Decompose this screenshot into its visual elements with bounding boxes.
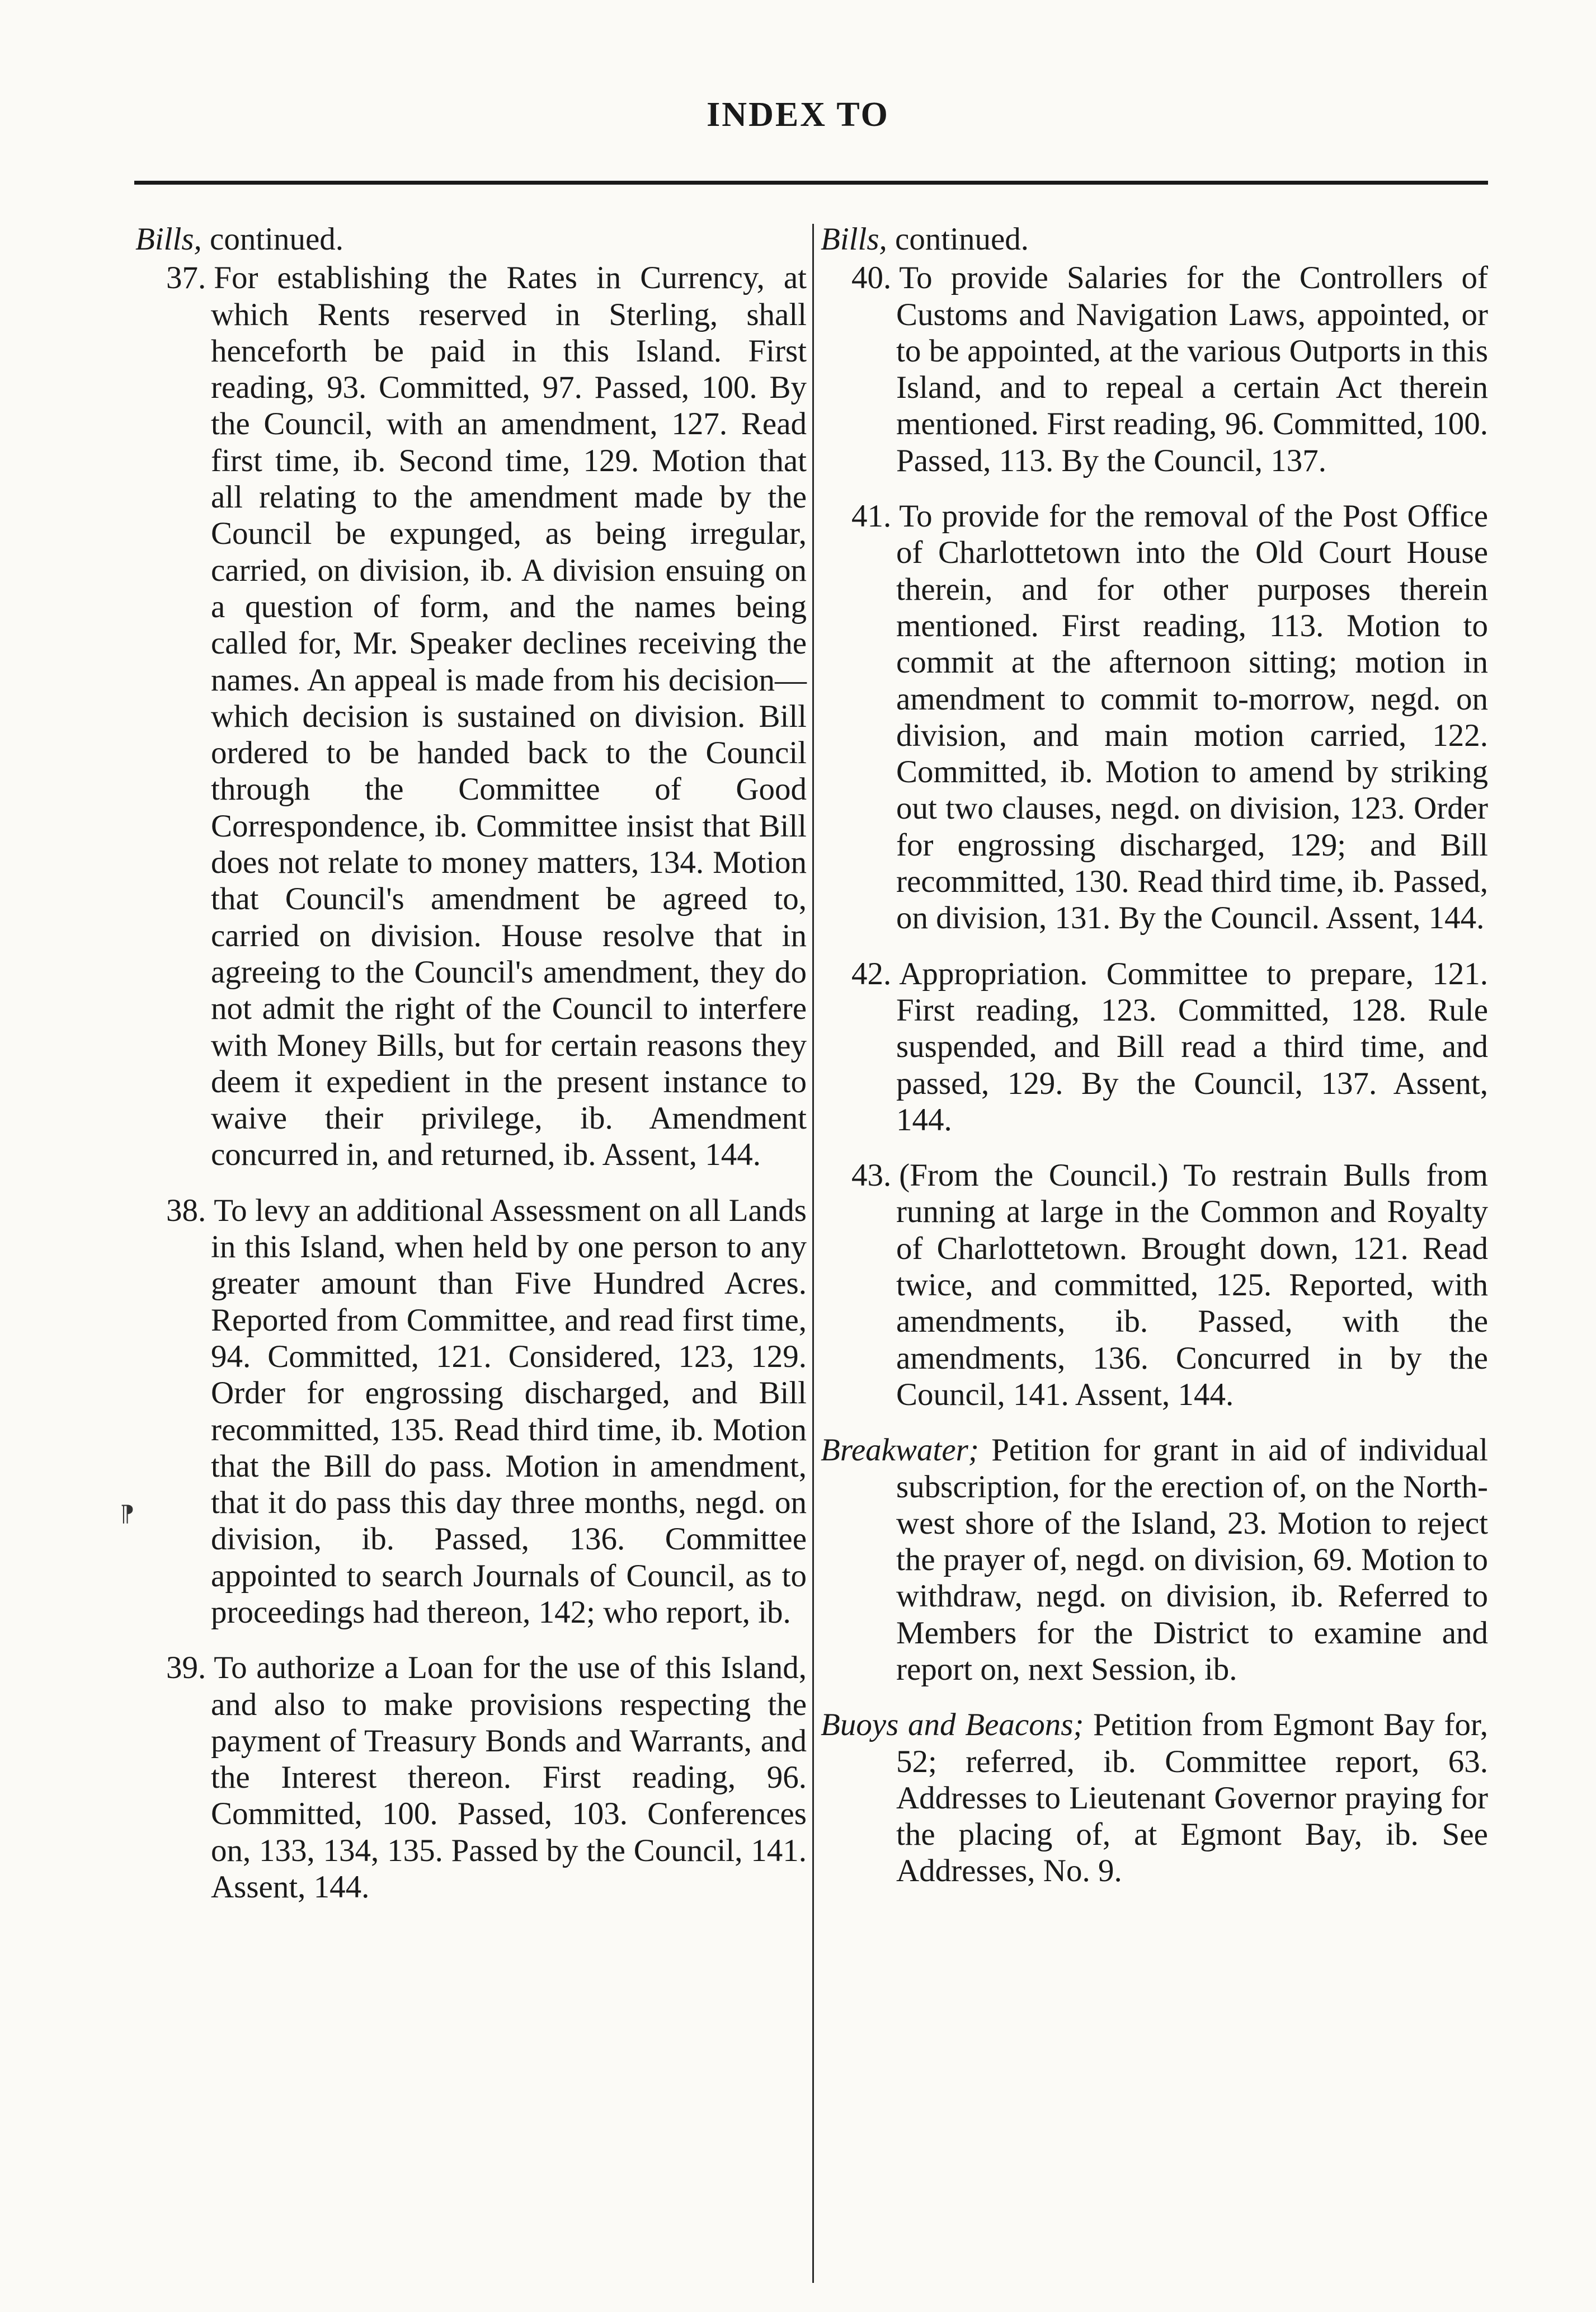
item-text: To provide Salaries for the Controllers of Customs and Navigation Laws, appointed, or to be appointed, at the various Outports in this Island, and to repeal a certain Act therein mentioned. First reading, 96. Committed, 100. Passed, 113. By the Council, 137.	[896, 260, 1488, 478]
index-item	[821, 260, 1488, 479]
continued-heading-rest: continued.	[887, 222, 1029, 257]
item-text: Appropriation. Committee to prepare, 121. First reading, 123. Committed, 128. Rule suspended, and Bill read a third time, and passed, 129. By the Council, 137. Assent, 144.	[896, 956, 1488, 1138]
page-header: INDEX TO	[707, 96, 889, 134]
item-text: For establishing the Rates in Currency, at which Rents reserved in Sterling, shall henceforth be paid in this Island. First reading, 93. Committed, 97. Passed, 100. By the Council, with an amendment, 127. Read first time, ib. Second time, 129. Motion that all relating to the amendment made by the Council be expunged, as being irregular, carried, on division, ib. A division ensuing on a question of form, and the names being called for, Mr. Speaker declines receiving the names. An appeal is made from his decision—which decision is sustained on division. Bill ordered to be handed back to the Council through the Committee of Good Correspondence, ib. Committee insist that Bill does not relate to money matters, 134. Motion that Council's amendment be agreed to, carried on division. House resolve that in agreeing to the Council's amendment, they do not admit the right of the Council to interfere with Money Bills, but for certain reasons they deem it expedient in the present instance to waive their privilege, ib. Amendment concurred in, and returned, ib. Assent, 144.	[211, 260, 807, 1173]
item-number: 38.	[166, 1192, 206, 1228]
column-divider	[812, 224, 814, 2283]
index-item	[135, 1650, 807, 1905]
item-text: To levy an additional Assessment on all Lands in this Island, when held by one person to any greater amount than Five Hundred Acres. Reported from Committee, and read first time, 94. Committed, 121. Considered, 123, 129. Order for engrossing discharged, and Bill recommitted, 135. Read third time, ib. Motion that the Bill do pass. Motion in amendment, that it do pass this day three months, negd. on division, ib. Passed, 136. Committee appointed to search Journals of Council, as to proceedings had thereon, 142; who report, ib.	[211, 1192, 807, 1630]
continued-heading-italic: Bills,	[135, 222, 202, 257]
index-item	[135, 260, 807, 1173]
item-text: (From the Council.) To restrain Bulls from running at large in the Common and Royalty of Charlottetown. Brought down, 121. Read twice, and committed, 125. Reported, with amendments, ib. Passed, with the amendments, 136. Concurred in by the Council, 141. Assent, 144.	[896, 1158, 1488, 1412]
header-rule	[134, 181, 1488, 185]
item-number: 43.	[851, 1158, 892, 1193]
continued-heading-italic: Bills,	[821, 222, 887, 257]
entry-heading: Breakwater;	[821, 1432, 979, 1468]
entry-heading: Buoys and Beacons;	[821, 1707, 1084, 1743]
continued-heading-rest: continued.	[201, 222, 344, 257]
item-text: To authorize a Loan for the use of this Island, and also to make provisions respecting the payment of Treasury Bonds and Warrants, and the Interest thereon. First reading, 96. Committed, 100. Passed, 103. Conferences on, 133, 134, 135. Passed by the Council, 141. Assent, 144.	[211, 1650, 807, 1905]
item-number: 39.	[166, 1650, 206, 1686]
item-text: To provide for the removal of the Post Office of Charlottetown into the Old Court House therein, and for other purposes therein mentioned. First reading, 113. Motion to commit at the afternoon sitting; motion in amendment to commit to-morrow, negd. on division, and main motion carried, 122. Committed, ib. Motion to amend by striking out two clauses, negd. on division, 123. Order for engrossing discharged, 129; and Bill recommitted, 130. Read third time, ib. Passed, on division, 131. By the Council. Assent, 144.	[896, 499, 1488, 936]
entry-text: Petition from Egmont Bay for, 52; referred, ib. Committee report, 63. Addresses to Lieutenant Governor praying for the placing of, at Egmont Bay, ib. See Addresses, No. 9.	[896, 1707, 1488, 1889]
index-entry-buoys	[821, 1707, 1488, 1889]
item-number: 42.	[851, 956, 892, 991]
continued-heading	[135, 221, 807, 257]
left-column	[135, 221, 807, 1924]
right-column	[821, 221, 1488, 1909]
item-number: 40.	[851, 260, 892, 296]
index-item	[821, 956, 1488, 1138]
item-number: 37.	[166, 260, 206, 296]
index-entry-breakwater	[821, 1432, 1488, 1688]
entry-text: Petition for grant in aid of individual subscription, for the erection of, on the North-west shore of the Island, 23. Motion to reject the prayer of, negd. on division, 69. Motion to withdraw, negd. on division, ib. Referred to Members for the District to examine and report on, next Session, ib.	[896, 1432, 1488, 1687]
index-item	[821, 1157, 1488, 1413]
margin-mark: ⁋	[120, 1501, 135, 1526]
index-item	[821, 498, 1488, 937]
item-number: 41.	[851, 499, 892, 534]
index-item	[135, 1192, 807, 1631]
continued-heading	[821, 221, 1488, 257]
